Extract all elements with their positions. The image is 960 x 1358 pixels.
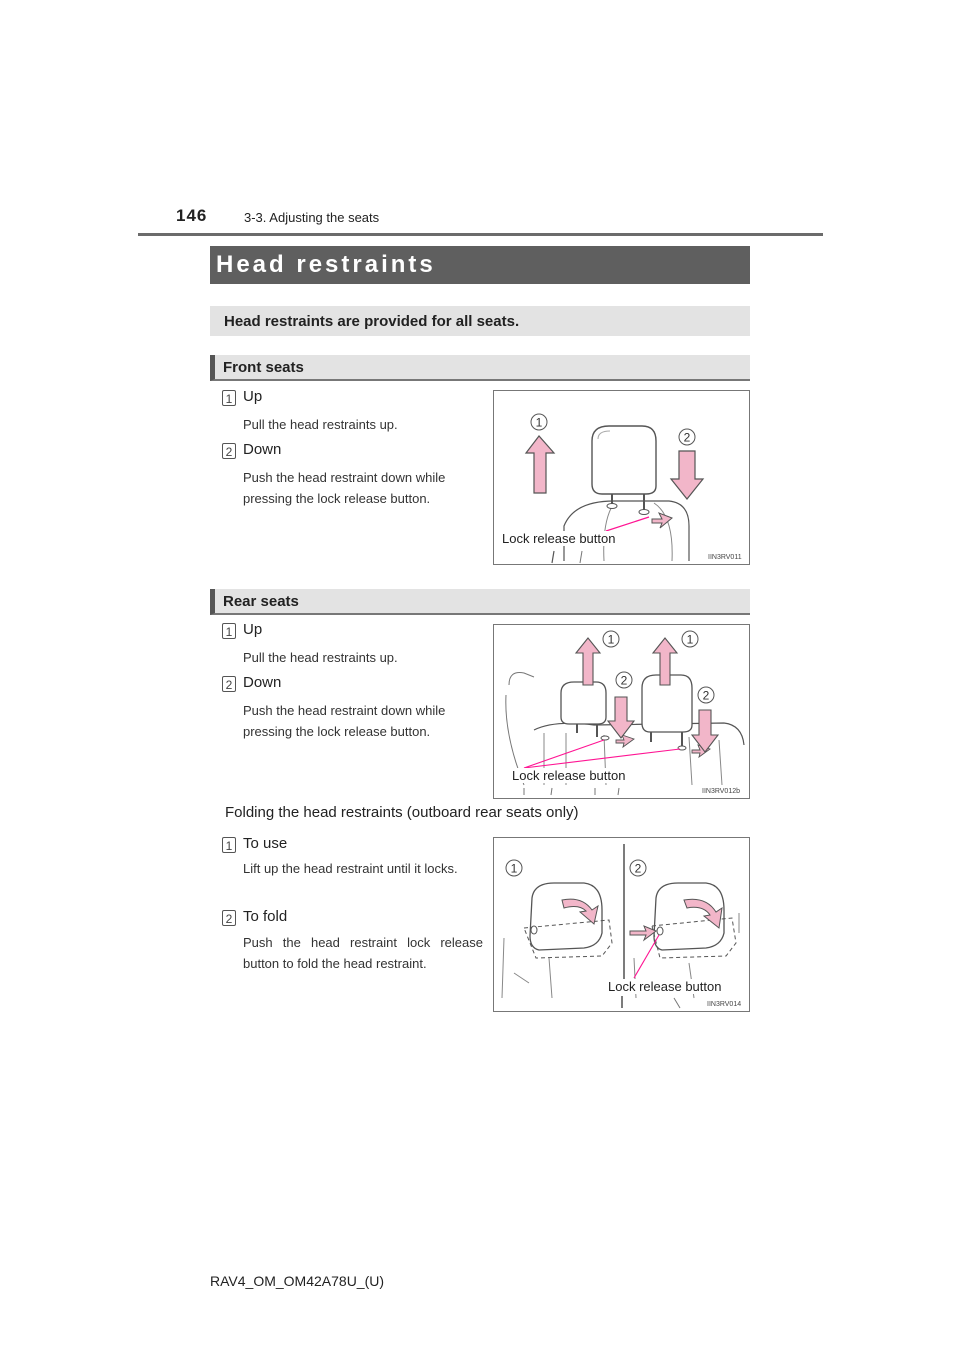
- header-rule: [138, 233, 823, 236]
- rear-item-2-label: Down: [243, 674, 282, 691]
- rear-item-1-number: 1: [222, 623, 236, 639]
- front-item-1-desc: Pull the head restraints up.: [243, 417, 398, 432]
- rear-item-2-number: 2: [222, 676, 236, 692]
- fold-item-1-label: To use: [243, 835, 288, 852]
- fold-figure-code: IIN3RV014: [707, 1001, 742, 1008]
- rear-seats-figure: [493, 624, 750, 799]
- svg-text:1: 1: [510, 861, 518, 876]
- fold-lock-release-label: Lock release button: [608, 979, 722, 994]
- rear-callout-1b: [682, 631, 698, 647]
- rear-item-2-desc: Push the head restraint down while pressing the lock release button.: [243, 703, 446, 739]
- front-item-1-number: 1: [222, 390, 236, 406]
- svg-text:1: 1: [607, 632, 615, 647]
- rear-seats-heading: Rear seats: [210, 589, 750, 615]
- rear-callout-1a: [603, 631, 619, 647]
- intro-text: Head restraints are provided for all seats.: [210, 306, 750, 336]
- section-reference: 3-3. Adjusting the seats: [244, 210, 380, 225]
- rear-callout-2a: [616, 672, 632, 688]
- fold-item-2-label: To fold: [243, 908, 288, 925]
- svg-text:1: 1: [535, 415, 543, 430]
- front-item-2-desc: Push the head restraint down while pressing the lock release button.: [243, 470, 446, 506]
- folding-heading: Folding the head restraints (outboard rear seats only): [225, 804, 579, 821]
- rear-item-1-label: Up: [243, 621, 263, 638]
- rear-item-1-desc: Pull the head restraints up.: [243, 650, 398, 665]
- fold-item-2-desc: Push the head restraint lock release button to fold the head restraint.: [243, 935, 483, 971]
- page-number: 146: [176, 206, 208, 225]
- front-callout-1: [531, 414, 547, 430]
- fold-item-1-number: 1: [222, 837, 236, 853]
- front-item-1-label: Up: [243, 388, 263, 405]
- rear-figure-code: IIN3RV012b: [702, 788, 741, 795]
- svg-text:2: 2: [702, 688, 710, 703]
- front-figure-code: IIN3RV011: [708, 554, 742, 561]
- rear-callout-2b: [698, 687, 714, 703]
- front-callout-2: [679, 429, 695, 445]
- svg-text:1: 1: [686, 632, 694, 647]
- front-item-2-label: Down: [243, 441, 282, 458]
- fold-item-1-desc: Lift up the head restraint until it locks.: [243, 861, 458, 876]
- fold-callout-2: [630, 860, 646, 876]
- front-seats-heading: Front seats: [210, 355, 750, 381]
- svg-text:2: 2: [620, 673, 628, 688]
- rear-lock-release-label: Lock release button: [512, 768, 626, 783]
- document-code: RAV4_OM_OM42A78U_(U): [210, 1273, 385, 1289]
- svg-text:2: 2: [634, 861, 642, 876]
- front-item-2-number: 2: [222, 443, 236, 459]
- page-title: Head restraints: [210, 246, 750, 284]
- fold-item-2-number: 2: [222, 910, 236, 926]
- front-lock-release-label: Lock release button: [502, 531, 616, 546]
- front-seats-figure: [493, 390, 750, 565]
- folding-figure: [493, 837, 750, 1012]
- svg-text:2: 2: [683, 430, 691, 445]
- fold-callout-1: [506, 860, 522, 876]
